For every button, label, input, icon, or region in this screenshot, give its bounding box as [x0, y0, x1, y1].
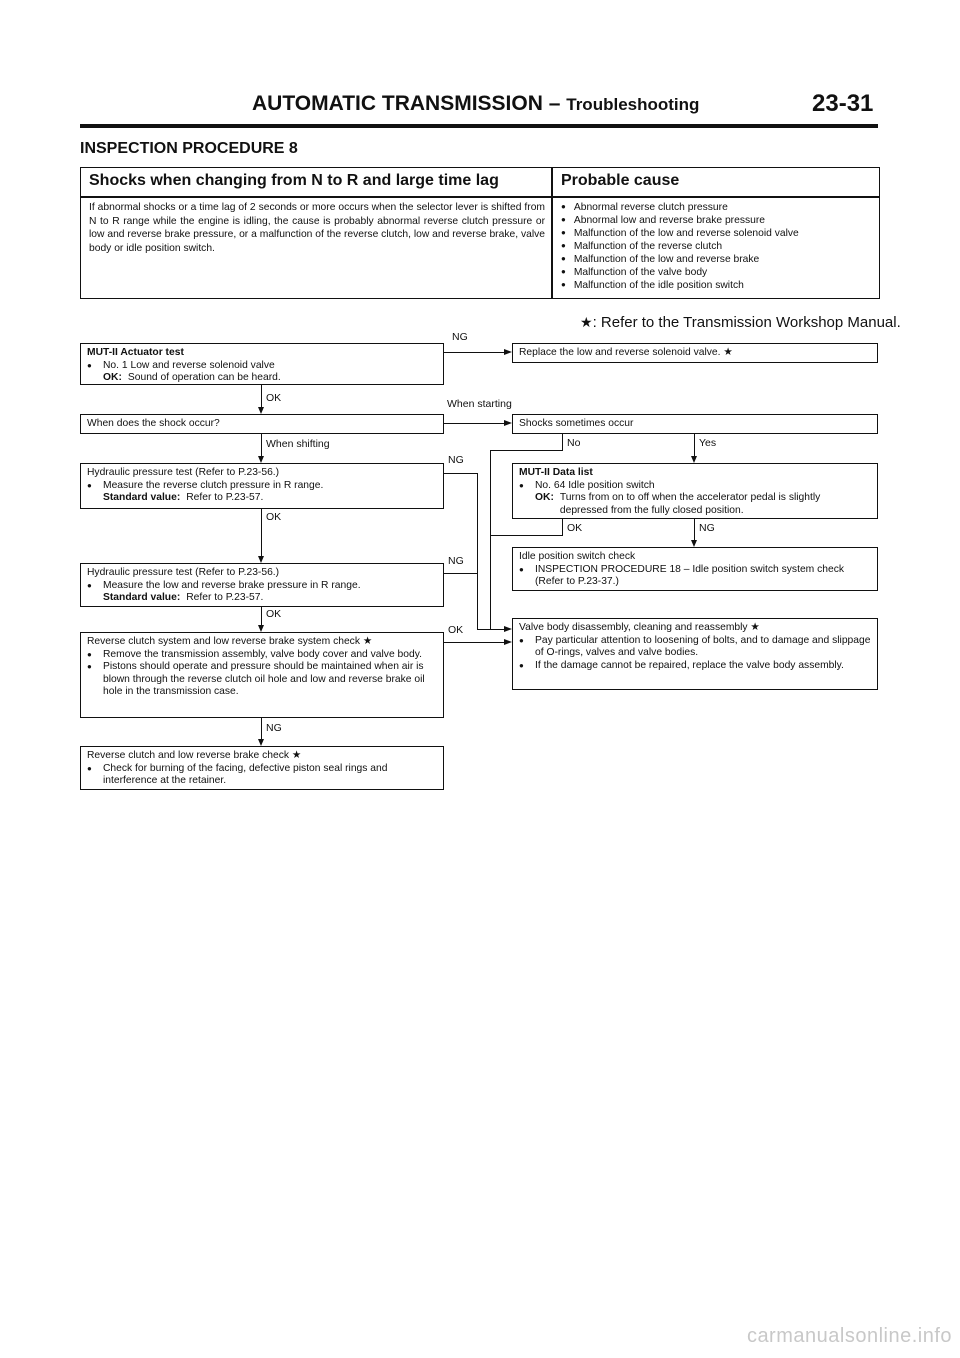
- flow-bullet-text: If the damage cannot be repaired, replace the valve body assembly.: [535, 659, 844, 671]
- flow-box-reverse-system-check: [80, 632, 444, 718]
- bullet-icon: [87, 360, 103, 373]
- arrow-down-icon: [258, 407, 264, 414]
- flow-box-title: Hydraulic pressure test (Refer to P.23-56.): [87, 467, 280, 478]
- connector-line: [444, 352, 504, 353]
- label-ng: NG: [452, 331, 468, 343]
- standard-label: Standard value:: [103, 592, 181, 603]
- arrow-down-icon: [258, 556, 264, 563]
- flow-box-hydraulic-low-reverse-brake: [80, 563, 444, 607]
- cause-item: ● Malfunction of the low and reverse solenoid valve: [561, 227, 799, 240]
- label-no: No: [567, 437, 581, 449]
- connector-line: [261, 434, 262, 456]
- workshop-manual-note: [580, 314, 901, 331]
- connector-line: [694, 434, 695, 456]
- label-ok: OK: [567, 522, 583, 534]
- bullet-icon: [519, 564, 535, 589]
- watermark: carmanualsonline.info: [746, 1325, 952, 1347]
- flow-bullet: [519, 660, 871, 673]
- note-text: : Refer to the Transmission Workshop Manual.: [592, 314, 901, 331]
- cause-item: ● Abnormal reverse clutch pressure: [561, 201, 799, 214]
- ok-text: Sound of operation can be heard.: [127, 372, 281, 383]
- bullet-icon: [519, 660, 535, 673]
- connector-line: [562, 434, 563, 451]
- bullet-icon: [519, 480, 535, 493]
- flow-bullet-text: Pay particular attention to loosening of bolts, and to damage and slippage of O-rings, valves and valve bodies.: [535, 634, 871, 658]
- cause-item: ● Abnormal low and reverse brake pressure: [561, 214, 799, 227]
- page-number: 23-31: [812, 90, 874, 117]
- flow-box-shocks-sometimes: Shocks sometimes occur: [512, 414, 878, 434]
- flow-standard-line: [87, 492, 437, 505]
- bullet-icon: [87, 649, 103, 662]
- arrow-down-icon: [258, 625, 264, 632]
- connector-line: [562, 519, 563, 536]
- connector-line: [444, 573, 478, 574]
- flow-bullet: [87, 360, 437, 373]
- flow-bullet: [87, 580, 437, 593]
- flow-ok-line: [519, 492, 871, 517]
- flow-box-title: Reverse clutch and low reverse brake check ★: [87, 750, 302, 761]
- header-title-separator: –: [542, 92, 567, 115]
- arrow-right-icon: [504, 626, 512, 632]
- connector-line: [444, 642, 504, 643]
- header-title-sub: Troubleshooting: [566, 95, 700, 114]
- flow-ok-line: [87, 372, 437, 385]
- label-ok: OK: [266, 392, 282, 404]
- connector-line: [477, 629, 504, 630]
- flow-box-title: Reverse clutch system and low reverse brake system check ★: [87, 636, 373, 647]
- connector-line: [261, 718, 262, 739]
- connector-line: [261, 607, 262, 625]
- arrow-down-icon: [691, 456, 697, 463]
- flow-bullet-text: No. 64 Idle position switch: [535, 479, 655, 491]
- flow-box-valve-body: [512, 618, 878, 690]
- flow-bullet: [87, 649, 437, 662]
- connector-line: [694, 519, 695, 540]
- table-header-divider: [81, 196, 879, 198]
- bullet-icon: [519, 635, 535, 660]
- connector-line: [490, 450, 563, 451]
- ok-text: Turns from on to off when the accelerator pedal is slightly depressed from the fully closed position.: [559, 492, 821, 516]
- flow-box-mut-data-list: [512, 463, 878, 519]
- cause-item: ● Malfunction of the idle position switch: [561, 279, 799, 292]
- flow-box-replace-solenoid: Replace the low and reverse solenoid valve. ★: [512, 343, 878, 363]
- flow-bullet-text: Check for burning of the facing, defective piston seal rings and interference at the retainer.: [103, 762, 388, 786]
- arrow-right-icon: [504, 349, 512, 355]
- flow-bullet-text: INSPECTION PROCEDURE 18 – Idle position switch system check (Refer to P.23-37.): [535, 563, 845, 587]
- page-header-title: [252, 92, 699, 116]
- flow-box-title: MUT-II Actuator test: [87, 347, 184, 358]
- label-ok: OK: [448, 624, 464, 636]
- arrow-right-icon: [504, 420, 512, 426]
- flow-bullet-text: Measure the reverse clutch pressure in R range.: [103, 479, 324, 491]
- cause-item: ● Malfunction of the low and reverse brake: [561, 253, 799, 266]
- flow-bullet-text: Measure the low and reverse brake pressure in R range.: [103, 579, 361, 591]
- connector-line: [444, 473, 478, 474]
- star-icon: ★: [580, 314, 593, 330]
- flow-bullet: [519, 564, 871, 589]
- standard-label: Standard value:: [103, 492, 181, 503]
- flow-standard-line: [87, 592, 437, 605]
- label-ng: NG: [699, 522, 715, 534]
- flow-bullet: [519, 480, 871, 493]
- label-yes: Yes: [699, 437, 717, 449]
- arrow-down-icon: [691, 540, 697, 547]
- flow-box-title: Hydraulic pressure test (Refer to P.23-56.): [87, 567, 280, 578]
- header-rule: [80, 124, 878, 128]
- label-ng: NG: [448, 555, 464, 567]
- condition-text: If abnormal shocks or a time lag of 2 seconds or more occurs when the selector lever is shifted from N to R range while the engine is idling, the cause is probably abnormal reverse clutch pressure or low and reverse brake pressure, or a malfunction of the reverse clutch, low and reverse brake, valve body or idle position switch.: [89, 202, 545, 254]
- connector-rail: [477, 473, 478, 630]
- ok-label: OK:: [535, 492, 554, 503]
- label-when-shifting: When shifting: [266, 438, 330, 450]
- cause-item: ● Malfunction of the reverse clutch: [561, 240, 799, 253]
- bullet-icon: [87, 480, 103, 493]
- flow-bullet-text: Pistons should operate and pressure should be maintained when air is blown through the reverse clutch oil hole and low and reverse brake oil hole in the transmission case.: [103, 661, 425, 697]
- label-when-starting: When starting: [447, 398, 512, 410]
- connector-line: [261, 385, 262, 407]
- bullet-icon: [87, 580, 103, 593]
- bullet-icon: [87, 763, 103, 788]
- table-column-divider: [551, 168, 553, 298]
- flow-bullet: [87, 661, 437, 699]
- flow-box-title: Idle position switch check: [519, 551, 636, 562]
- flow-bullet-text: Remove the transmission assembly, valve body cover and valve body.: [103, 648, 422, 660]
- flow-box-title: Valve body disassembly, cleaning and reassembly ★: [519, 622, 760, 633]
- standard-text: Refer to P.23-57.: [186, 592, 264, 603]
- connector-rail: [490, 450, 491, 630]
- cause-heading: Probable cause: [561, 172, 680, 189]
- label-ng: NG: [266, 722, 282, 734]
- label-ng: NG: [448, 454, 464, 466]
- arrow-right-icon: [504, 639, 512, 645]
- bullet-icon: [87, 661, 103, 699]
- connector-line: [444, 423, 504, 424]
- cause-list: [561, 201, 799, 292]
- flow-box-when-shock: When does the shock occur?: [80, 414, 444, 434]
- flow-bullet: [87, 763, 437, 788]
- flow-box-idle-switch-check: [512, 547, 878, 591]
- label-ok: OK: [266, 511, 282, 523]
- flow-box-actuator-test: [80, 343, 444, 385]
- procedure-title: INSPECTION PROCEDURE 8: [80, 140, 298, 157]
- cause-item: ● Malfunction of the valve body: [561, 266, 799, 279]
- flow-bullet-text: No. 1 Low and reverse solenoid valve: [103, 359, 275, 371]
- connector-line: [261, 509, 262, 556]
- flow-box-reverse-clutch-brake-check: [80, 746, 444, 790]
- arrow-down-icon: [258, 739, 264, 746]
- label-ok: OK: [266, 608, 282, 620]
- header-title-main: AUTOMATIC TRANSMISSION: [252, 92, 543, 115]
- symptom-heading: Shocks when changing from N to R and large time lag: [89, 172, 499, 189]
- flow-bullet: [87, 480, 437, 493]
- flow-bullet: [519, 635, 871, 660]
- flow-box-title: MUT-II Data list: [519, 467, 593, 478]
- ok-label: OK:: [103, 372, 122, 383]
- arrow-down-icon: [258, 456, 264, 463]
- symptom-cause-table: [80, 167, 880, 299]
- connector-line: [490, 535, 563, 536]
- standard-text: Refer to P.23-57.: [186, 492, 264, 503]
- flow-box-hydraulic-reverse-clutch: [80, 463, 444, 509]
